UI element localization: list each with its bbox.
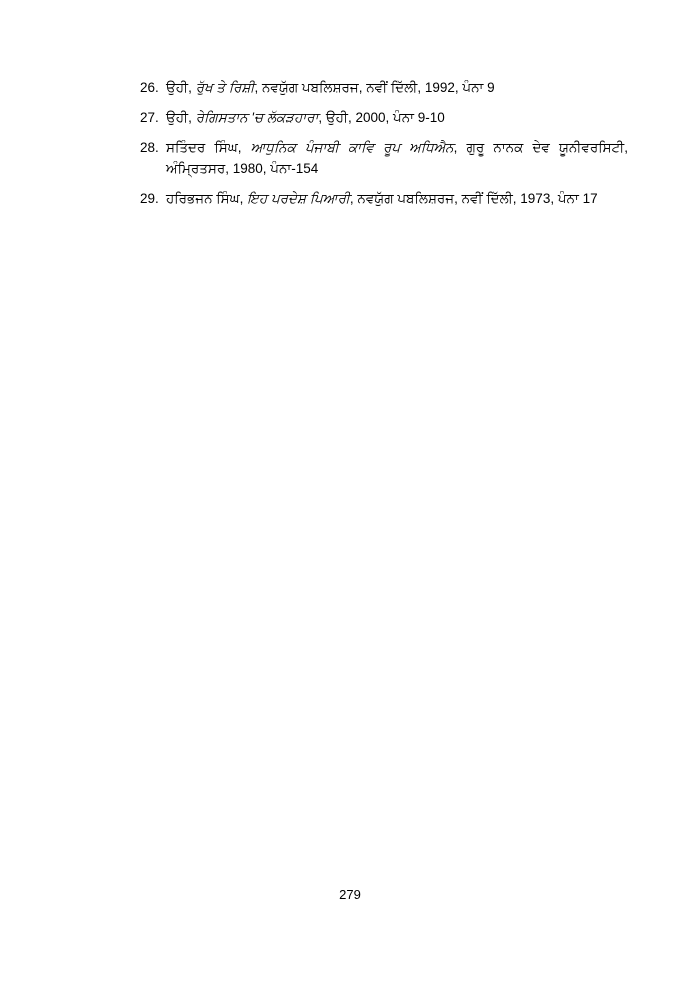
reference-title: ਆਧੁਨਿਕ ਪੰਜਾਬੀ ਕਾਵਿ ਰੂਪ ਅਧਿਐਨ bbox=[250, 139, 454, 155]
reference-number: 28. bbox=[140, 139, 159, 155]
reference-detail: ਹਰਿਭਜਨ ਸਿੰਘ, bbox=[166, 190, 248, 206]
reference-title: ਇਹ ਪਰਦੇਸ਼ ਪਿਆਰੀ bbox=[247, 190, 350, 206]
reference-detail: , ਗੁਰੂ ਨਾਨਕ ਦੇਵ ਯੂਨੀਵਰਸਿਟੀ, ਅੰਮ੍ਰਿਤਸਰ, 1980, ਪੰਨਾ-154 bbox=[166, 139, 628, 176]
reference-number: 27. bbox=[140, 109, 159, 125]
reference-detail: ਸਤਿੰਦਰ ਸਿੰਘ, bbox=[166, 139, 251, 155]
reference-entry bbox=[140, 108, 628, 129]
page-number: 279 bbox=[339, 887, 361, 902]
reference-entry bbox=[140, 138, 628, 180]
reference-text bbox=[166, 189, 628, 210]
reference-detail: , ਨਵਯੁੱਗ ਪਬਲਿਸ਼ਰਜ, ਨਵੀਂ ਦਿੱਲੀ, 1973, ਪੰਨਾ 17 bbox=[349, 190, 598, 206]
reference-text bbox=[166, 78, 628, 99]
reference-detail: , ਨਵਯੁੱਗ ਪਬਲਿਸ਼ਰਜ, ਨਵੀਂ ਦਿੱਲੀ, 1992, ਪੰਨਾ 9 bbox=[254, 80, 495, 95]
reference-list bbox=[140, 78, 628, 219]
reference-entry bbox=[140, 78, 628, 99]
reference-title: ਰੁੱਖ ਤੇ ਰਿਸ਼ੀ bbox=[195, 80, 255, 95]
reference-detail: ਉਹੀ, bbox=[166, 80, 196, 95]
reference-detail: , ਉਹੀ, 2000, ਪੰਨਾ 9-10 bbox=[318, 109, 445, 125]
reference-number: 29. bbox=[140, 190, 159, 206]
reference-title: ਰੇਗਿਸਤਾਨ 'ਚ ਲੱਕੜਹਾਰਾ bbox=[195, 109, 319, 125]
reference-entry bbox=[140, 189, 628, 210]
reference-text bbox=[166, 138, 628, 180]
reference-number: 26. bbox=[140, 80, 159, 95]
reference-detail: ਉਹੀ, bbox=[166, 109, 196, 125]
reference-text bbox=[166, 108, 628, 129]
